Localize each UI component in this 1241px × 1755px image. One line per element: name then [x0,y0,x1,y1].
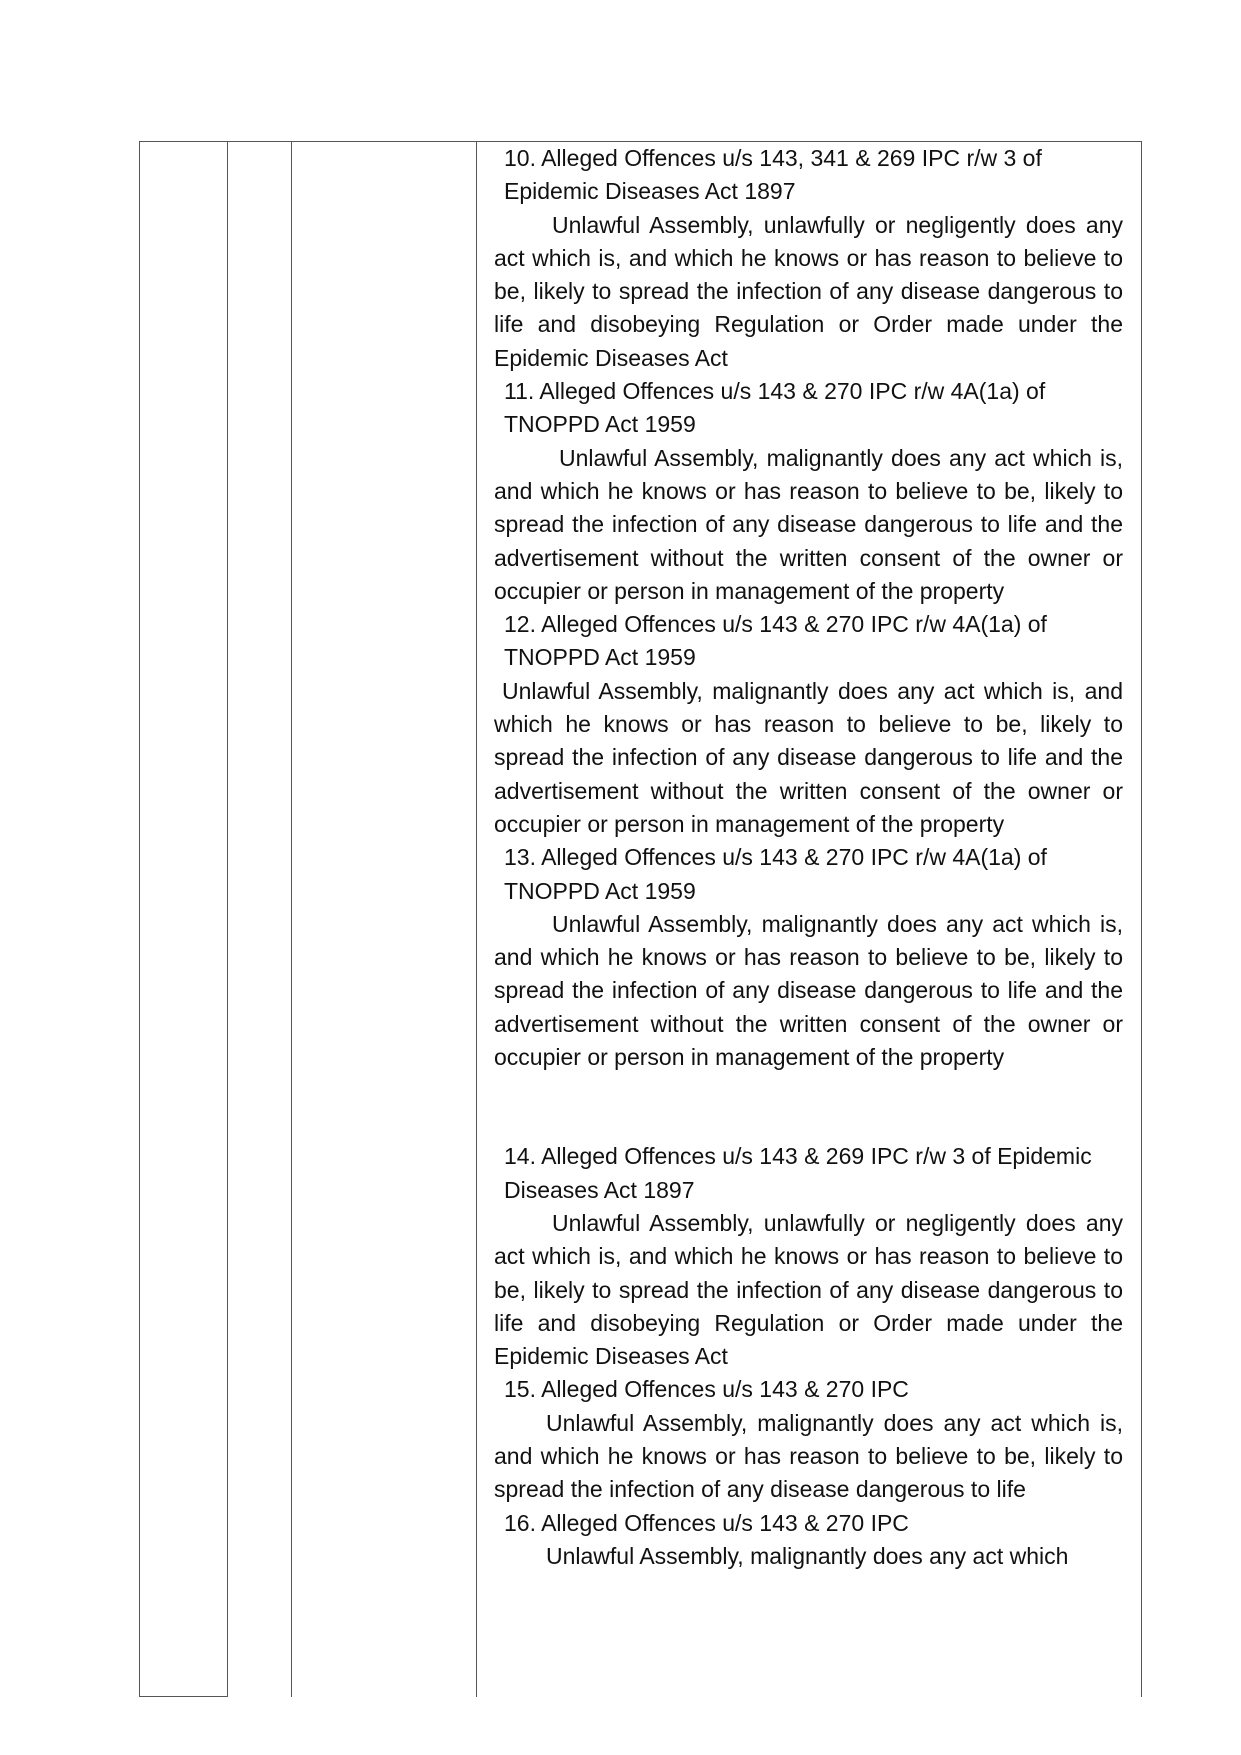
offence-item [494,608,1123,841]
offence-heading: 15. Alleged Offences u/s 143 & 270 IPC [504,1376,909,1403]
offence-description: Unlawful Assembly, malignantly does any act which is, and which he knows or has reason to believe to be, likely to spread the infection of any disease dangerous to life and the advertisement without the written consent of the owner or occupier or person in management of the property [494,910,1123,1071]
offences-table [139,141,1142,1697]
offence-description: Unlawful Assembly, unlawfully or negligently does any act which is, and which he knows or has reason to believe to be, likely to spread the infection of any disease dangerous to life and disobeying Regulation or Order made under the Epidemic Diseases Act [494,211,1123,371]
offence-description: Unlawful Assembly, malignantly does any act which is, and which he knows or has reason to believe to be, likely to spread the infection of any disease dangerous to life and the advertisement without the written consent of the owner or occupier or person in management of the property [494,444,1123,604]
offence-item [494,142,1123,375]
offence-heading: 12. Alleged Offences u/s 143 & 270 IPC r/w 4A(1a) of TNOPPD Act 1959 [504,611,1047,671]
offences-cell [485,142,1141,1697]
row-divider [140,1696,228,1697]
offence-description: Unlawful Assembly, malignantly does any act which [546,1542,1069,1569]
offence-description: Unlawful Assembly, unlawfully or negligently does any act which is, and which he knows or has reason to believe to be, likely to spread the infection of any disease dangerous to life and disobeying Regulation or Order made under the Epidemic Diseases Act [494,1209,1123,1370]
column-divider [291,142,292,1697]
offence-heading: 13. Alleged Offences u/s 143 & 270 IPC r/w 4A(1a) of TNOPPD Act 1959 [504,844,1047,904]
column-divider [227,142,228,1697]
offence-item [494,1507,1123,1574]
offence-heading: 16. Alleged Offences u/s 143 & 270 IPC [504,1509,909,1536]
offence-description: Unlawful Assembly, malignantly does any act which is, and which he knows or has reason to believe to be, likely to spread the infection of any disease dangerous to life [494,1409,1123,1503]
offence-item [494,1140,1123,1373]
spacer [494,1074,1123,1140]
offence-item [494,375,1123,608]
offence-heading: 10. Alleged Offences u/s 143, 341 & 269 IPC r/w 3 of Epidemic Diseases Act 1897 [504,145,1042,205]
offence-item [494,841,1123,1074]
offence-heading: 11. Alleged Offences u/s 143 & 270 IPC r/w 4A(1a) of TNOPPD Act 1959 [504,378,1046,438]
offence-heading: 14. Alleged Offences u/s 143 & 269 IPC r/w 3 of Epidemic Diseases Act 1897 [504,1143,1092,1203]
offence-description: Unlawful Assembly, malignantly does any act which is, and which he knows or has reason to believe to be, likely to spread the infection of any disease dangerous to life and the advertisement without the written consent of the owner or occupier or person in management of the property [494,677,1123,837]
offence-item [494,1373,1123,1506]
column-divider [476,142,477,1697]
